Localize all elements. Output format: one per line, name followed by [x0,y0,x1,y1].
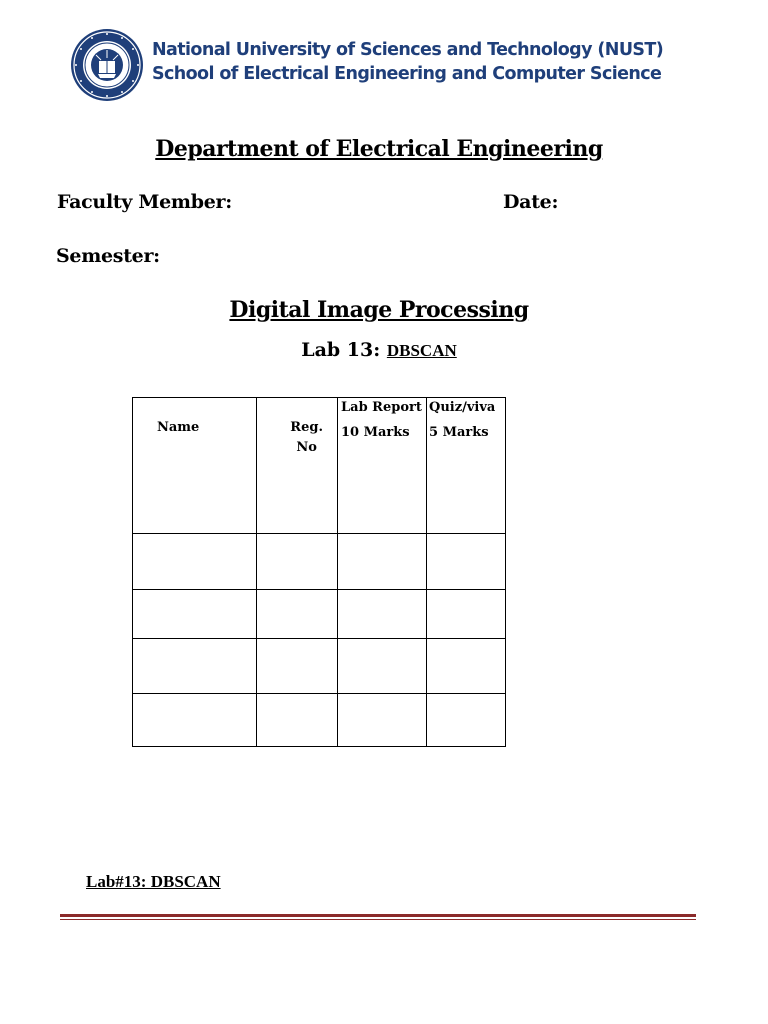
nust-seal-icon [70,28,144,102]
table-row [133,534,506,590]
course-title: Digital Image Processing [229,297,529,323]
footer-divider [60,914,696,917]
reg-no-header-line2: No [296,440,317,455]
quiz-viva-cell [427,639,506,694]
section-heading: Lab#13: DBSCAN [86,872,221,891]
reg-no-cell [257,590,338,639]
department-title: Department of Electrical Engineering [155,136,603,162]
lab-report-cell [338,590,427,639]
lab-number: Lab 13: [301,339,387,361]
faculty-member-label: Faculty Member: [57,191,232,213]
name-cell [133,534,257,590]
lab-report-cell [338,534,427,590]
reg-no-cell [257,694,338,747]
lab-report-marks: 10 Marks [341,425,410,440]
school-name: School of Electrical Engineering and Computer Science [152,64,662,84]
semester-label: Semester: [56,245,160,267]
table-row [133,590,506,639]
table-row [133,694,506,747]
reg-no-header-line1: Reg. [290,420,323,435]
lab-report-header-label: Lab Report [341,400,422,415]
name-cell [133,639,257,694]
lab-report-cell [338,639,427,694]
quiz-viva-cell [427,694,506,747]
reg-no-cell [257,639,338,694]
lab-report-header [338,398,427,534]
lab-heading [0,339,758,361]
name-cell [133,590,257,639]
name-header [133,398,257,534]
quiz-viva-cell [427,534,506,590]
quiz-viva-marks: 5 Marks [429,425,489,440]
table-row [133,639,506,694]
lab-report-cell [338,694,427,747]
name-header-label: Name [157,420,200,435]
lab-topic: DBSCAN [386,341,457,360]
university-name: National University of Sciences and Technology (NUST) [152,40,664,60]
marks-table [132,397,506,747]
quiz-viva-header-label: Quiz/viva [429,400,496,415]
quiz-viva-cell [427,590,506,639]
reg-no-header [257,398,338,534]
footer-divider-thin [60,919,696,920]
table-header-row [133,398,506,534]
name-cell [133,694,257,747]
date-label: Date: [503,191,559,213]
reg-no-cell [257,534,338,590]
quiz-viva-header [427,398,506,534]
